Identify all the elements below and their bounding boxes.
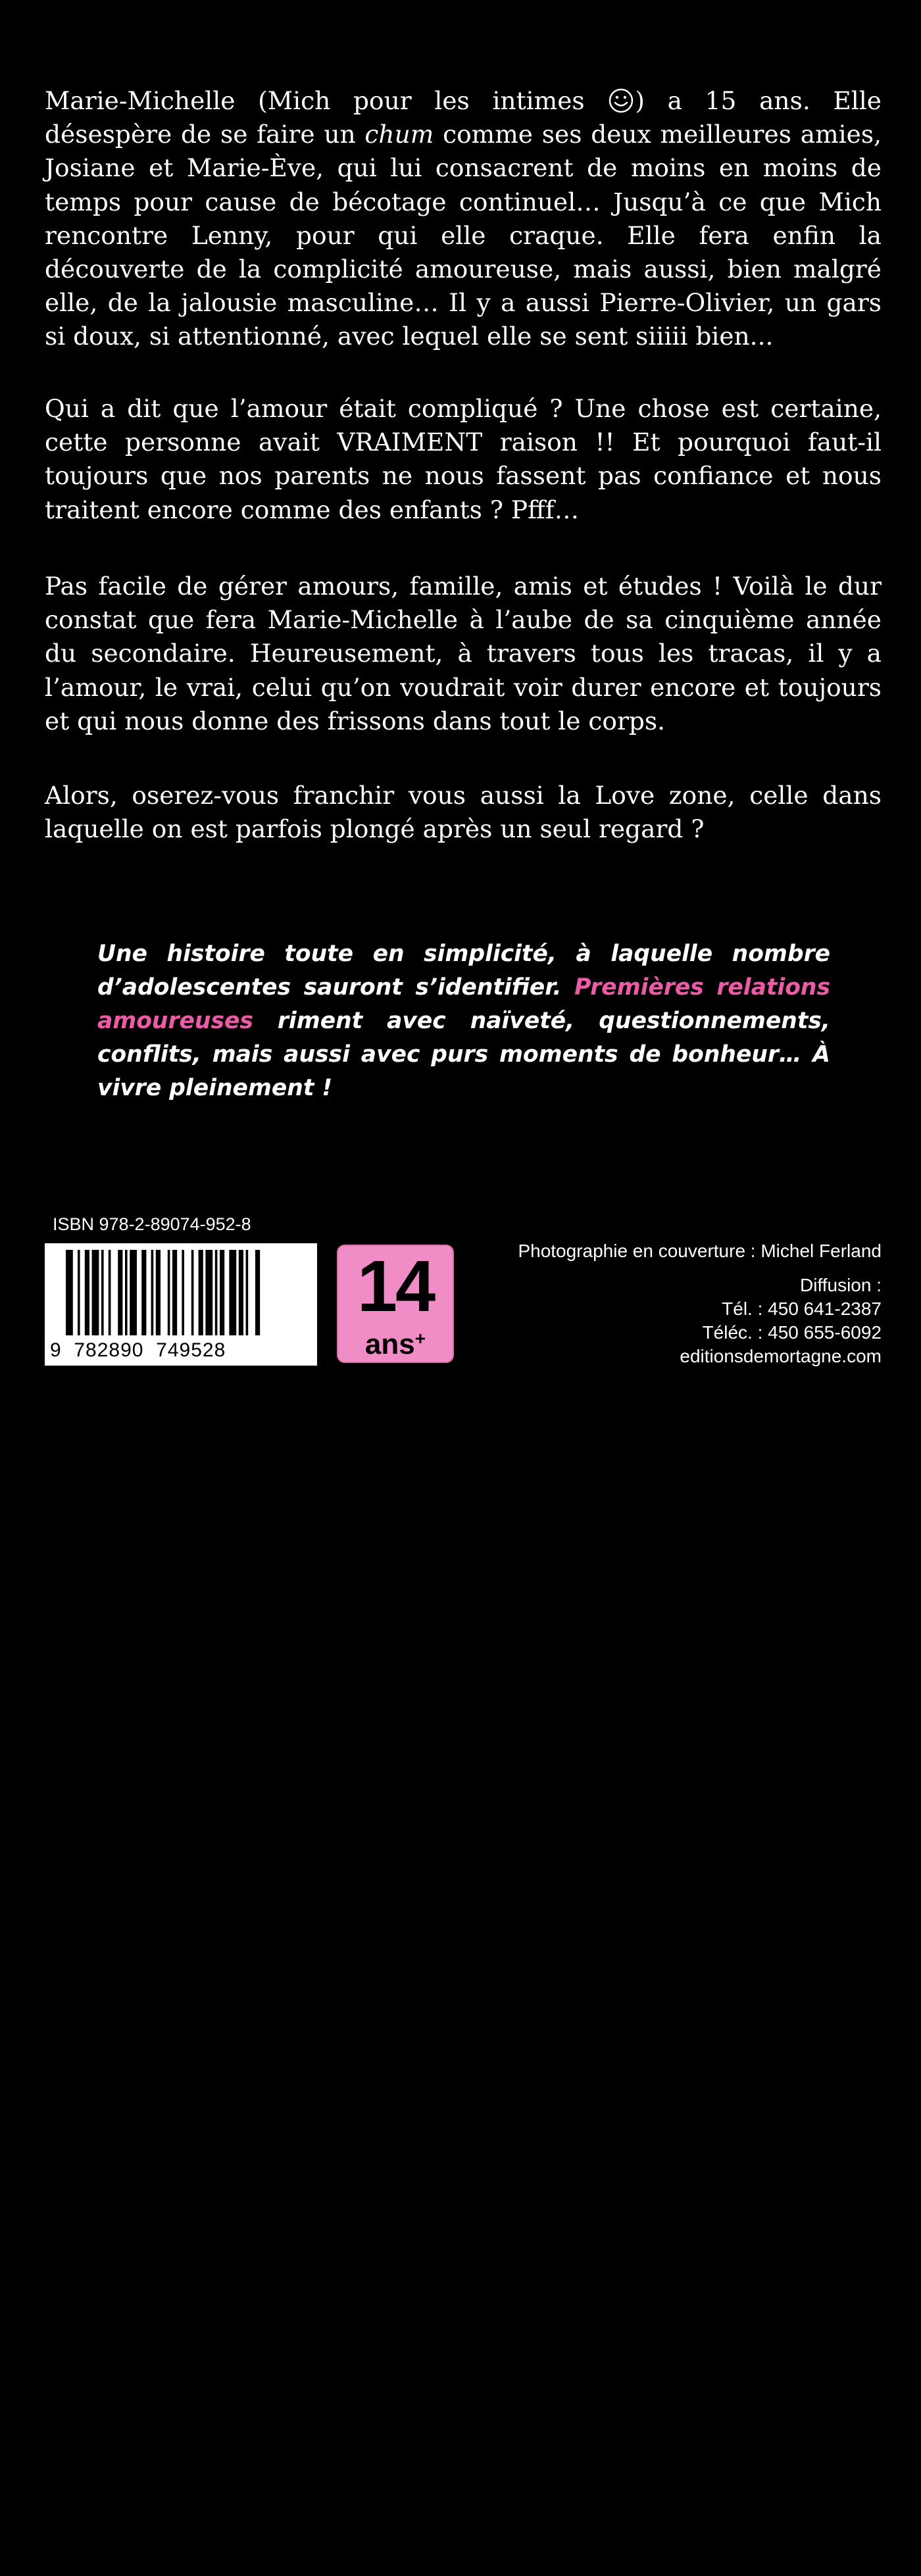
barcode-bar xyxy=(125,1250,128,1335)
tagline-text: Une histoire toute en simplicité, à laquelle nombre d’adolescentes sauront s’identifier. xyxy=(97,941,830,1001)
blurb-paragraph-1 xyxy=(45,84,882,354)
blurb-paragraph-3: Pas facile de gérer amours, famille, amis et études ! Voilà le dur constat que fera Marie-Michelle à l’aube de sa cinquième année du secondaire. Heureusement, à travers tous les tracas, il y a l’amour, le vrai, celui qu’on voudrait voir durer encore et toujours et qui nous donne des frissons dans tout le corps. xyxy=(45,572,882,735)
barcode-bar xyxy=(151,1250,154,1335)
price-label: 16,95 $ xyxy=(329,2521,348,2576)
barcode-bar xyxy=(168,1250,170,1335)
paragraph-1-italic-word: chum xyxy=(364,120,434,149)
barcode-bar xyxy=(141,1250,146,1335)
barcode-bar xyxy=(85,1250,89,1335)
barcode-bar xyxy=(246,1250,249,1335)
barcode-bar xyxy=(109,1250,111,1335)
barcode-first-digit: 9 xyxy=(50,1339,62,1361)
barcode-left-digits: 782890 xyxy=(74,1339,144,1361)
isbn-label: ISBN 978-2-89074-952-8 xyxy=(53,1214,251,1234)
age-unit xyxy=(338,1322,453,1361)
barcode-bar xyxy=(66,1250,73,1335)
age-rating-badge xyxy=(337,1245,454,1363)
publisher-website: editionsdemortagne.com xyxy=(680,1346,882,1366)
barcode-bar xyxy=(229,1250,236,1335)
phone-number: Tél. : 450 641-2387 xyxy=(722,1299,882,1319)
tagline-text-end: riment avec naïveté, questionnements, conflits, mais aussi avec purs moments de bonheur… À vivre pleinement ! xyxy=(97,1008,830,1101)
tagline-highlight: Premières relations amoureuses xyxy=(97,974,831,1034)
barcode-bar xyxy=(130,1250,137,1335)
barcode-bar xyxy=(205,1250,212,1335)
paragraph-1-rest: comme ses deux meilleures amies, Josiane et Marie-Ève, qui lui consacrent de moins en moins de temps pour cause de bécotage continuel… Jusqu’à ce que Mich rencontre Lenny, pour qui elle craque. Elle fera enfin la découverte de la complicité amoureuse, mais aussi, bien malgré elle, de la jalousie masculine… Il y a aussi Pierre-Olivier, un gars si doux, si attentionné, avec lequel elle se sent siiiii bien... xyxy=(45,120,882,351)
photo-credit: Photographie en couverture : Michel Ferland xyxy=(518,1241,882,1261)
barcode-bar xyxy=(220,1250,224,1335)
barcode-bar xyxy=(78,1250,80,1335)
smiley-icon xyxy=(608,87,634,114)
barcode-bar xyxy=(92,1250,99,1335)
age-unit-text: ans xyxy=(364,1328,415,1360)
barcode-bar xyxy=(255,1250,260,1335)
barcode-bar xyxy=(182,1250,184,1335)
diffusion-label: Diffusion : xyxy=(800,1275,882,1295)
blurb-paragraph-4: Alors, oserez-vous franchir vous aussi la Love zone, celle dans laquelle on est parfois plongé après un seul regard ? xyxy=(45,781,882,844)
tagline xyxy=(97,937,830,1105)
barcode-bar xyxy=(215,1250,218,1335)
barcode-digits xyxy=(50,1339,226,1362)
paragraph-1-text: ) a 15 ans. Elle désespère de se faire un xyxy=(45,86,882,149)
blurb-paragraph-2: Qui a dit que l’amour était compliqué ? Une chose est certaine, cette personne avait VRAIMENT raison !! Et pourquoi faut-il toujours que nos parents ne nous fassent pas confiance et nous traitent encore comme des enfants ? Pfff… xyxy=(45,394,882,524)
age-number: 14 xyxy=(357,1246,434,1327)
barcode-bar xyxy=(156,1250,161,1335)
barcode-bar xyxy=(172,1250,177,1335)
paragraph-1-intro: Marie-Michelle (Mich pour les intimes xyxy=(45,86,608,115)
fax-number: Téléc. : 450 655-6092 xyxy=(702,1322,882,1343)
credits-block xyxy=(518,1239,882,1368)
age-plus: + xyxy=(414,1328,426,1349)
barcode-bar xyxy=(101,1250,104,1335)
barcode-right-digits: 749528 xyxy=(156,1339,226,1361)
barcode-bar xyxy=(199,1250,203,1335)
barcode-bar xyxy=(239,1250,243,1335)
barcode xyxy=(45,1243,348,2576)
barcode-bar xyxy=(191,1250,194,1335)
barcode-bar xyxy=(118,1250,122,1335)
